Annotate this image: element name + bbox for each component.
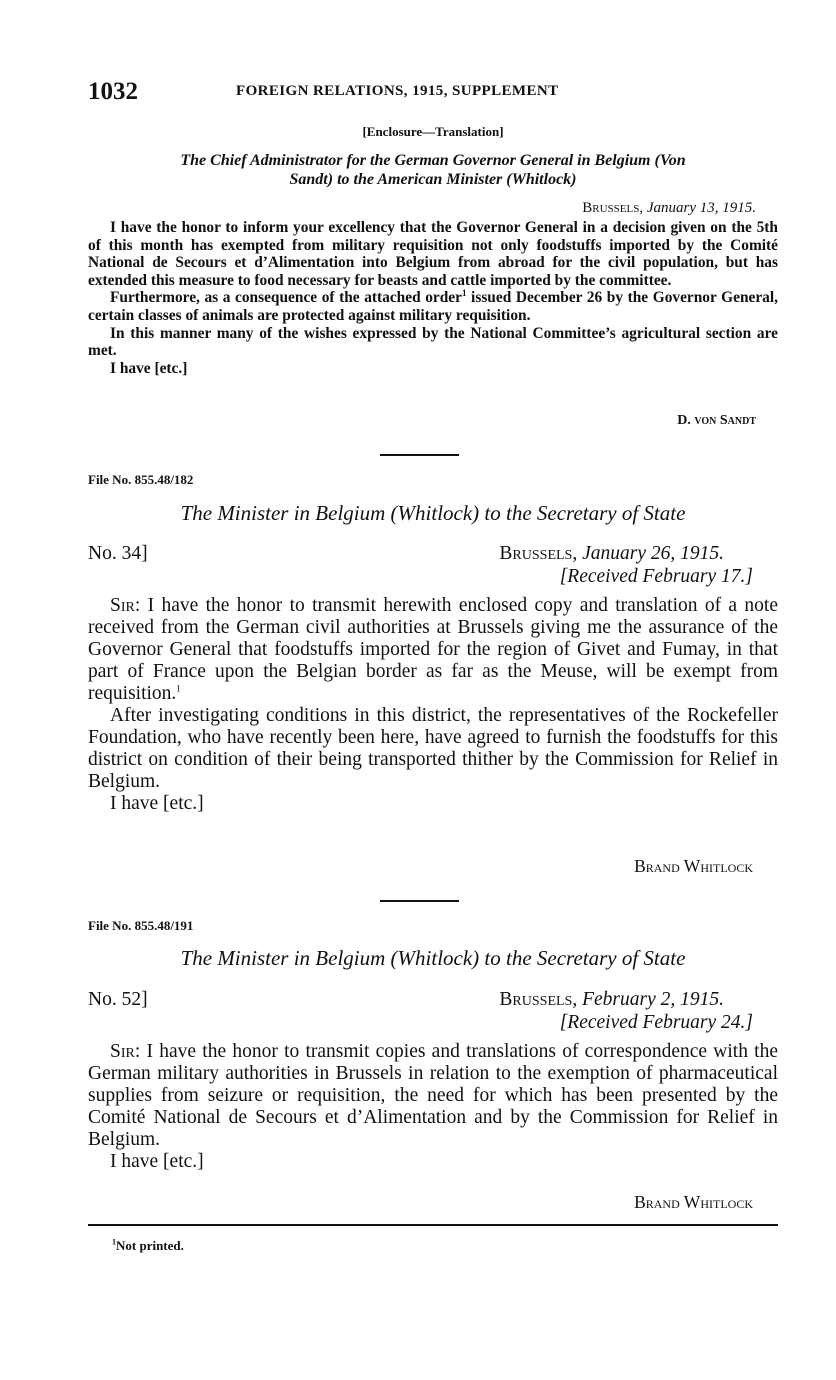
doc2-paragraph-2: After investigating conditions in this district, the representatives of the Rockefeller Foundation, who have recently been here, have agreed to furnish the foodstuffs for this district on condition of their being transported thither by the Commission for Relief in Belgium. <box>88 705 778 792</box>
page-header <box>88 78 778 108</box>
footnote-ref: 1 <box>176 683 181 694</box>
doc2-file-number: File No. 855.48/182 <box>88 472 194 487</box>
doc3-file-number: File No. 855.48/191 <box>88 918 194 933</box>
doc1-body <box>88 219 778 377</box>
doc3-closing: I have [etc.] <box>110 1151 204 1172</box>
doc3-body <box>88 1041 778 1173</box>
footnote-marker: 1 <box>112 1237 116 1247</box>
doc2-body <box>88 595 778 815</box>
doc2-title: The Minister in Belgium (Whitlock) to the Secretary of State <box>180 501 686 525</box>
doc1-closing: I have [etc.] <box>110 359 188 377</box>
doc3-title: The Minister in Belgium (Whitlock) to the Secretary of State <box>180 946 686 970</box>
doc2-closing: I have [etc.] <box>110 793 204 814</box>
running-title: FOREIGN RELATIONS, 1915, SUPPLEMENT <box>236 83 559 99</box>
doc3-dateline: Brussels, February 2, 1915. <box>499 989 724 1010</box>
doc2-received: [Received February 17.] <box>559 566 753 587</box>
doc1-paragraph-3: In this manner many of the wishes expressed by the National Committee’s agricultural section are met. <box>88 324 778 360</box>
doc1-place: Brussels, <box>582 200 644 216</box>
doc1-dateline <box>88 200 756 217</box>
page-number: 1032 <box>88 78 138 105</box>
doc2-signature: Brand Whitlock <box>634 856 753 876</box>
doc3-number-line <box>88 989 756 1013</box>
footnote-rule <box>88 1224 778 1226</box>
doc1-paragraph-2: Furthermore, as a consequence of the attached order$^1$ issued December 26 by the Governor General, certain classes of animals are protected against military requisition. <box>88 288 778 324</box>
enclosure-label: [Enclosure—Translation] <box>362 124 504 139</box>
doc2-paragraph-1: Sir: I have the honor to transmit herewith enclosed copy and translation of a note received from the German civil authorities at Brussels giving me the assurance of the Governor General that foodstuffs imported for the region of Givet and Fumay, in that part of France upon the Belgian border as far as the Meuse, will be exempt from requisition.$^1$ <box>88 595 778 704</box>
section-divider <box>380 454 459 456</box>
salutation: Sir: <box>110 1041 141 1062</box>
doc1-signature: D. von Sandt <box>677 413 756 428</box>
footnote-text: Not printed. <box>116 1238 184 1253</box>
doc1-title <box>88 151 778 189</box>
doc3-signature: Brand Whitlock <box>634 1192 753 1212</box>
salutation: Sir: <box>110 595 141 616</box>
doc2-dateline: Brussels, January 26, 1915. <box>499 543 724 564</box>
doc1-date: January 13, 1915. <box>646 200 756 216</box>
footnote <box>112 1238 184 1254</box>
doc1-title-line2: Sandt) to the American Minister (Whitlock) <box>289 171 577 188</box>
footnote-ref: 1 <box>461 288 467 299</box>
section-divider <box>380 900 459 902</box>
doc2-number-line <box>88 543 756 567</box>
doc3-number: No. 52] <box>88 989 148 1010</box>
doc3-paragraph-1: Sir: I have the honor to transmit copies and translations of correspondence with the German military authorities in Brussels in relation to the exemption of pharmaceutical supplies from seizure or requisition, the need for which has been presented by the Comité National de Secours et d’Alimentation and by the Commission for Relief in Belgium. <box>88 1041 778 1150</box>
doc1-title-line1: The Chief Administrator for the German Governor General in Belgium (Von <box>180 152 686 169</box>
doc2-number: No. 34] <box>88 543 148 564</box>
doc3-received: [Received February 24.] <box>559 1012 753 1033</box>
doc1-paragraph-1: I have the honor to inform your excellency that the Governor General in a decision given on the 5th of this month has exempted from military requisition not only foodstuffs imported by the Comité National de Secours et d’Alimentation into Belgium from abroad for the civil population, but has extended this measure to food necessary for beasts and cattle imported by the committee. <box>88 219 778 289</box>
